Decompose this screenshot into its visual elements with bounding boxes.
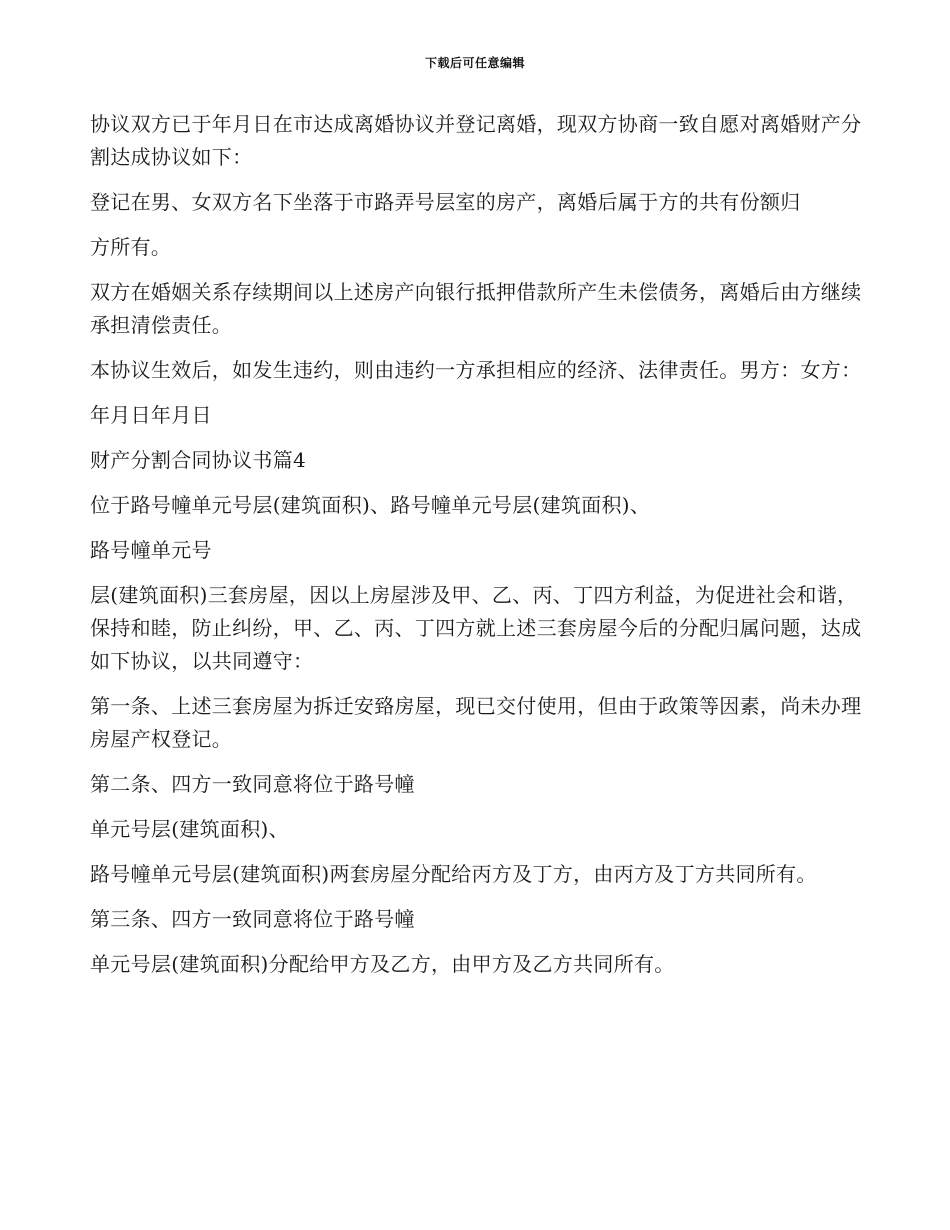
article-2: 第二条、四方一致同意将位于路号幢 [90, 772, 415, 796]
page-header: 下载后可任意编辑 [424, 56, 525, 70]
paragraph-6: 年月日年月日 [90, 403, 212, 427]
article-1: 第一条、上述三套房屋为拆迁安臵房屋，现已交付使用，但由于政策等因素，尚未办理房屋产权登记。 [90, 694, 862, 751]
document-body [90, 108, 865, 993]
paragraph-10: 层(建筑面积)三套房屋，因以上房屋涉及甲、乙、丙、丁四方利益，为促进社会和谐，保持和睦，防止纠纷，甲、乙、丙、丁四方就上述三套房屋今后的分配归属问题，达成如下协议，以共同遵守： [90, 583, 862, 673]
paragraph-14: 路号幢单元号层(建筑面积)两套房屋分配给丙方及丁方，由丙方及丁方共同所有。 [90, 862, 817, 886]
paragraph-16: 单元号层(建筑面积)分配给甲方及乙方，由甲方及乙方共同所有。 [90, 952, 675, 976]
paragraph-3: 方所有。 [90, 235, 172, 259]
paragraph-13: 单元号层(建筑面积)、 [90, 817, 289, 841]
paragraph-4: 双方在婚姻关系存续期间以上述房产向银行抵押借款所产生未偿债务，离婚后由方继续承担清偿责任。 [90, 280, 862, 337]
article-3: 第三条、四方一致同意将位于路号幢 [90, 907, 415, 931]
paragraph-9: 路号幢单元号 [90, 538, 212, 562]
paragraph-1: 协议双方已于年月日在市达成离婚协议并登记离婚，现双方协商一致自愿对离婚财产分割达成协议如下： [90, 112, 862, 169]
paragraph-2: 登记在男、女双方名下坐落于市路弄号层室的房产，离婚后属于方的共有份额归 [90, 190, 801, 214]
paragraph-5: 本协议生效后，如发生违约，则由违约一方承担相应的经济、法律责任。男方：女方： [90, 358, 862, 382]
paragraph-8: 位于路号幢单元号层(建筑面积)、路号幢单元号层(建筑面积)、 [90, 493, 651, 517]
section-title: 财产分割合同协议书篇4 [90, 448, 307, 472]
